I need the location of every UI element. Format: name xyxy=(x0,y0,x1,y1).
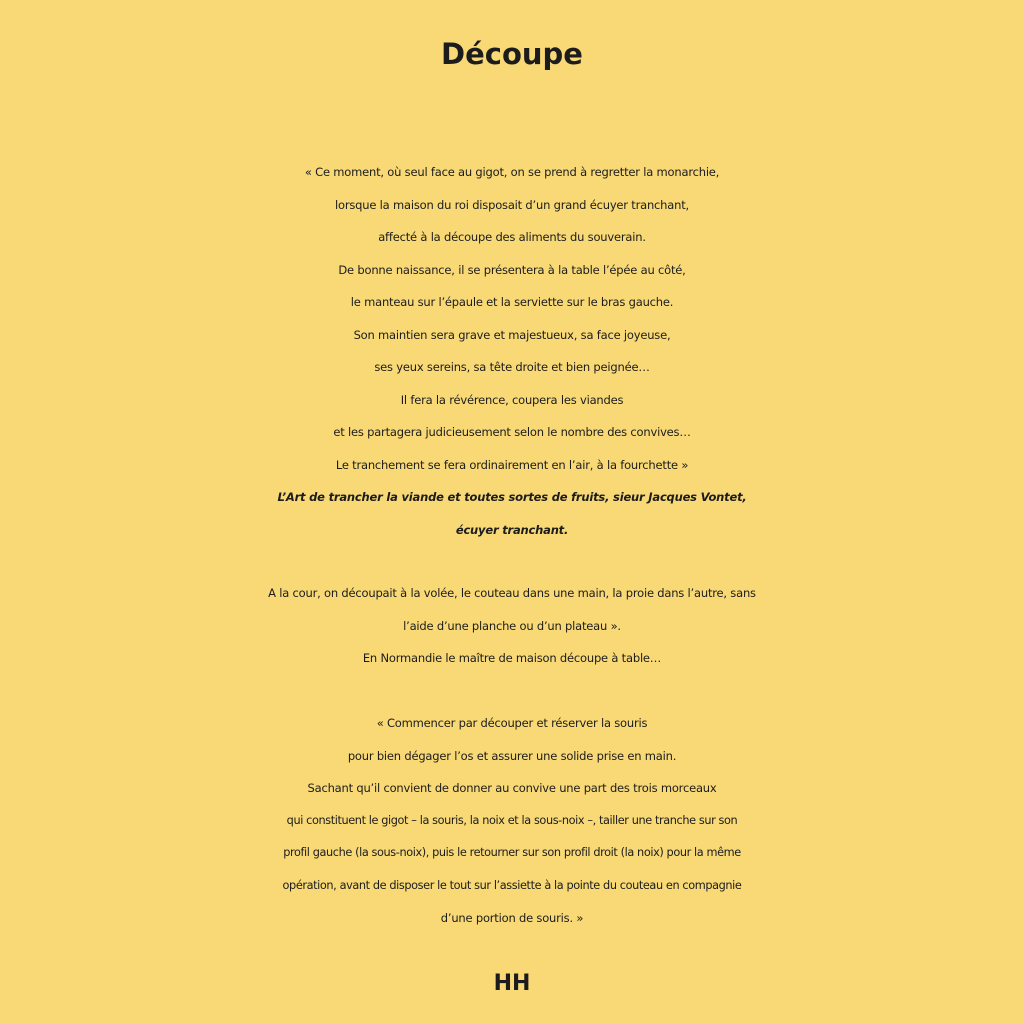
citation-line: L’Art de trancher la viande et toutes sortes de fruits, sieur Jacques Vontet, xyxy=(277,490,747,504)
instructions-quote xyxy=(0,707,1024,935)
paragraph-line: A la cour, on découpait à la volée, le couteau dans une main, la proie dans l’autre, sans xyxy=(268,586,756,600)
quote-line: le manteau sur l’épaule et la serviette sur le bras gauche. xyxy=(350,295,674,309)
page-title: Découpe xyxy=(441,37,583,71)
opening-quote xyxy=(0,156,1024,546)
quote-line: Le tranchement se fera ordinairement en l’air, à la fourchette » xyxy=(335,457,689,472)
paragraph-line: l’aide d’une planche ou d’un plateau ». xyxy=(403,618,621,633)
quote-line: affecté à la découpe des aliments du souverain. xyxy=(378,230,646,244)
quote-line: et les partagera judicieusement selon le nombre des convives… xyxy=(333,425,691,439)
court-paragraph xyxy=(0,577,1024,675)
quote-line: lorsque la maison du roi disposait d’un grand écuyer tranchant, xyxy=(335,197,689,212)
quote-line: Il fera la révérence, coupera les viandes xyxy=(400,392,624,407)
quote-line: De bonne naissance, il se présentera à la table l’épée au côté, xyxy=(338,262,686,277)
citation-line: écuyer tranchant. xyxy=(455,522,569,537)
quote-line: « Ce moment, où seul face au gigot, on se prend à regretter la monarchie, xyxy=(304,165,720,179)
quote-line: Son maintien sera grave et majestueux, sa face joyeuse, xyxy=(353,327,671,342)
quote-line: opération, avant de disposer le tout sur l’assiette à la pointe du couteau en compagnie xyxy=(282,878,742,892)
author-signature: HH xyxy=(493,971,531,996)
quote-line: profil gauche (la sous-noix), puis le retourner sur son profil droit (la noix) pour la même xyxy=(283,846,741,859)
quote-line: Sachant qu’il convient de donner au convive une part des trois morceaux xyxy=(307,781,717,795)
quote-line: ses yeux sereins, sa tête droite et bien peignée… xyxy=(374,360,650,374)
quote-line: qui constituent le gigot – la souris, la noix et la sous-noix –, tailler une tranche sur son xyxy=(286,813,738,827)
quote-line: pour bien dégager l’os et assurer une solide prise en main. xyxy=(347,748,677,763)
quote-line: « Commencer par découper et réserver la souris xyxy=(376,716,648,730)
quote-citation xyxy=(0,481,1024,546)
paragraph-line: En Normandie le maître de maison découpe à table… xyxy=(362,651,662,665)
quote-line: d’une portion de souris. » xyxy=(440,911,584,925)
